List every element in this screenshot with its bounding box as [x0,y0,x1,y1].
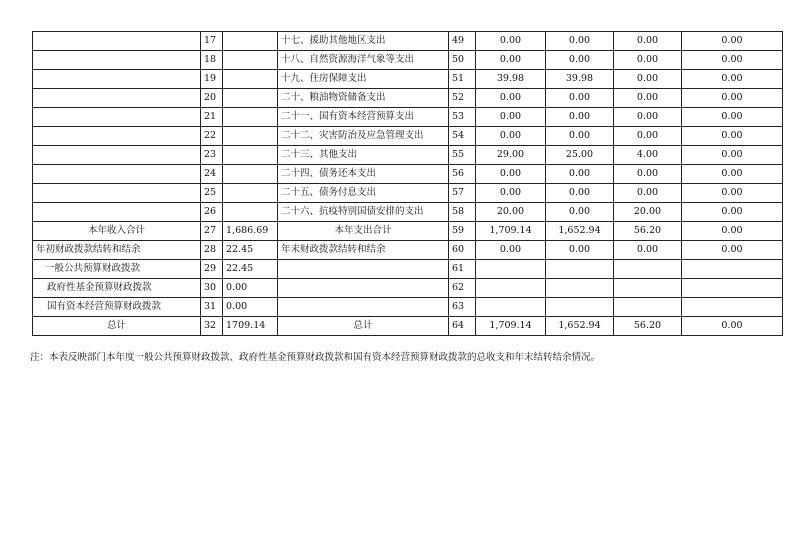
income-amount-cell: 22.45 [223,241,278,260]
income-seq-cell: 19 [201,70,223,89]
expense-seq-cell: 56 [449,165,476,184]
expense-total-cell: 0.00 [476,108,546,127]
capital-budget-cell [682,279,783,298]
expense-item-cell: 年末财政拨款结转和结余 [278,241,449,260]
capital-budget-cell: 0.00 [682,203,783,222]
income-seq-cell: 30 [201,279,223,298]
expense-seq-cell: 53 [449,108,476,127]
expense-seq-cell: 52 [449,89,476,108]
fund-budget-cell: 0.00 [614,241,682,260]
expense-total-cell: 1,709.14 [476,317,546,336]
income-item-cell [33,127,201,146]
fund-budget-cell: 56.20 [614,222,682,241]
fund-budget-cell [614,279,682,298]
capital-budget-cell: 0.00 [682,127,783,146]
expense-seq-cell: 58 [449,203,476,222]
general-budget-cell: 25.00 [546,146,614,165]
income-item-cell: 本年收入合计 [33,222,201,241]
fund-budget-cell: 20.00 [614,203,682,222]
income-seq-cell: 23 [201,146,223,165]
capital-budget-cell [682,260,783,279]
income-item-cell [33,70,201,89]
fund-budget-cell [614,260,682,279]
fund-budget-cell: 0.00 [614,184,682,203]
general-budget-cell: 0.00 [546,89,614,108]
table-row [33,260,783,279]
fund-budget-cell: 0.00 [614,32,682,51]
income-item-cell [33,184,201,203]
income-amount-cell [223,89,278,108]
expense-item-cell [278,298,449,317]
expense-item-cell: 二十二、灾害防治及应急管理支出 [278,127,449,146]
expense-item-cell: 二十四、债务还本支出 [278,165,449,184]
expense-seq-cell: 59 [449,222,476,241]
fund-budget-cell [614,298,682,317]
capital-budget-cell: 0.00 [682,70,783,89]
table-row [33,165,783,184]
expense-seq-cell: 60 [449,241,476,260]
income-item-cell [33,108,201,127]
income-seq-cell: 21 [201,108,223,127]
income-item-cell [33,89,201,108]
expense-item-cell: 十九、住房保障支出 [278,70,449,89]
general-budget-cell: 0.00 [546,165,614,184]
capital-budget-cell: 0.00 [682,241,783,260]
table-body [33,32,783,336]
table-row [33,317,783,336]
income-amount-cell: 0.00 [223,298,278,317]
expense-seq-cell: 63 [449,298,476,317]
capital-budget-cell: 0.00 [682,146,783,165]
income-seq-cell: 31 [201,298,223,317]
expense-total-cell: 20.00 [476,203,546,222]
general-budget-cell: 0.00 [546,184,614,203]
income-seq-cell: 32 [201,317,223,336]
income-item-cell [33,146,201,165]
income-item-cell: 总计 [33,317,201,336]
capital-budget-cell: 0.00 [682,317,783,336]
income-seq-cell: 17 [201,32,223,51]
general-budget-cell: 1,652.94 [546,222,614,241]
income-seq-cell: 26 [201,203,223,222]
income-seq-cell: 22 [201,127,223,146]
expense-total-cell: 1,709.14 [476,222,546,241]
expense-item-cell: 本年支出合计 [278,222,449,241]
general-budget-cell: 0.00 [546,108,614,127]
income-amount-cell: 0.00 [223,279,278,298]
expense-item-cell: 总计 [278,317,449,336]
income-amount-cell [223,32,278,51]
income-seq-cell: 29 [201,260,223,279]
income-amount-cell [223,51,278,70]
expense-item-cell: 十七、援助其他地区支出 [278,32,449,51]
income-amount-cell: 1709.14 [223,317,278,336]
table-row [33,146,783,165]
income-item-cell [33,51,201,70]
expense-total-cell: 0.00 [476,89,546,108]
income-seq-cell: 18 [201,51,223,70]
expense-item-cell: 二十五、债务付息支出 [278,184,449,203]
expense-total-cell [476,279,546,298]
expense-item-cell [278,260,449,279]
income-item-cell [33,203,201,222]
expense-total-cell: 0.00 [476,51,546,70]
income-item-cell: 国有资本经营预算财政拨款 [33,298,201,317]
general-budget-cell: 39.98 [546,70,614,89]
income-amount-cell: 1,686.69 [223,222,278,241]
general-budget-cell [546,279,614,298]
table-row [33,184,783,203]
expense-seq-cell: 54 [449,127,476,146]
capital-budget-cell: 0.00 [682,51,783,70]
expense-item-cell: 二十一、国有资本经营预算支出 [278,108,449,127]
income-amount-cell: 22.45 [223,260,278,279]
income-amount-cell [223,203,278,222]
table-row [33,89,783,108]
table-row [33,279,783,298]
finance-table [32,31,783,336]
income-amount-cell [223,184,278,203]
income-amount-cell [223,70,278,89]
income-seq-cell: 20 [201,89,223,108]
general-budget-cell: 0.00 [546,32,614,51]
expense-total-cell: 0.00 [476,184,546,203]
income-amount-cell [223,165,278,184]
expense-total-cell: 0.00 [476,165,546,184]
expense-seq-cell: 49 [449,32,476,51]
general-budget-cell: 0.00 [546,127,614,146]
fund-budget-cell: 0.00 [614,165,682,184]
income-item-cell [33,32,201,51]
expense-seq-cell: 62 [449,279,476,298]
income-item-cell [33,165,201,184]
table-row [33,108,783,127]
general-budget-cell: 0.00 [546,241,614,260]
income-seq-cell: 24 [201,165,223,184]
expense-seq-cell: 64 [449,317,476,336]
income-seq-cell: 27 [201,222,223,241]
expense-seq-cell: 61 [449,260,476,279]
fund-budget-cell: 0.00 [614,108,682,127]
capital-budget-cell: 0.00 [682,89,783,108]
table-footnote: 注：本表反映部门本年度一般公共预算财政拨款、政府性基金预算财政拨款和国有资本经营预算财政拨款的总收支和年末结转结余情况。 [30,352,601,363]
fund-budget-cell: 0.00 [614,89,682,108]
fund-budget-cell: 4.00 [614,146,682,165]
expense-item-cell [278,279,449,298]
capital-budget-cell: 0.00 [682,165,783,184]
capital-budget-cell: 0.00 [682,222,783,241]
expense-seq-cell: 50 [449,51,476,70]
table-row [33,298,783,317]
capital-budget-cell [682,298,783,317]
income-item-cell: 政府性基金预算财政拨款 [33,279,201,298]
expense-seq-cell: 51 [449,70,476,89]
income-seq-cell: 28 [201,241,223,260]
fund-budget-cell: 0.00 [614,70,682,89]
capital-budget-cell: 0.00 [682,184,783,203]
fund-budget-cell: 56.20 [614,317,682,336]
table-row [33,127,783,146]
expense-item-cell: 二十、粮油物资储备支出 [278,89,449,108]
expense-seq-cell: 57 [449,184,476,203]
income-amount-cell [223,108,278,127]
income-amount-cell [223,127,278,146]
expense-item-cell: 二十六、抗疫特别国债安排的支出 [278,203,449,222]
expense-seq-cell: 55 [449,146,476,165]
income-item-cell: 年初财政拨款结转和结余 [33,241,201,260]
expense-total-cell: 0.00 [476,127,546,146]
table-row [33,51,783,70]
general-budget-cell: 0.00 [546,51,614,70]
table-row [33,241,783,260]
expense-total-cell [476,298,546,317]
table-row [33,222,783,241]
capital-budget-cell: 0.00 [682,108,783,127]
general-budget-cell: 1,652.94 [546,317,614,336]
expense-total-cell: 39.98 [476,70,546,89]
general-budget-cell: 0.00 [546,203,614,222]
income-seq-cell: 25 [201,184,223,203]
fund-budget-cell: 0.00 [614,51,682,70]
income-item-cell: 一般公共预算财政拨款 [33,260,201,279]
expense-total-cell: 29.00 [476,146,546,165]
income-amount-cell [223,146,278,165]
table-row [33,32,783,51]
general-budget-cell [546,260,614,279]
expense-total-cell: 0.00 [476,241,546,260]
capital-budget-cell: 0.00 [682,32,783,51]
expense-item-cell: 十八、自然资源海洋气象等支出 [278,51,449,70]
expense-item-cell: 二十三、其他支出 [278,146,449,165]
table-row [33,203,783,222]
table-row [33,70,783,89]
expense-total-cell [476,260,546,279]
expense-total-cell: 0.00 [476,32,546,51]
fund-budget-cell: 0.00 [614,127,682,146]
general-budget-cell [546,298,614,317]
